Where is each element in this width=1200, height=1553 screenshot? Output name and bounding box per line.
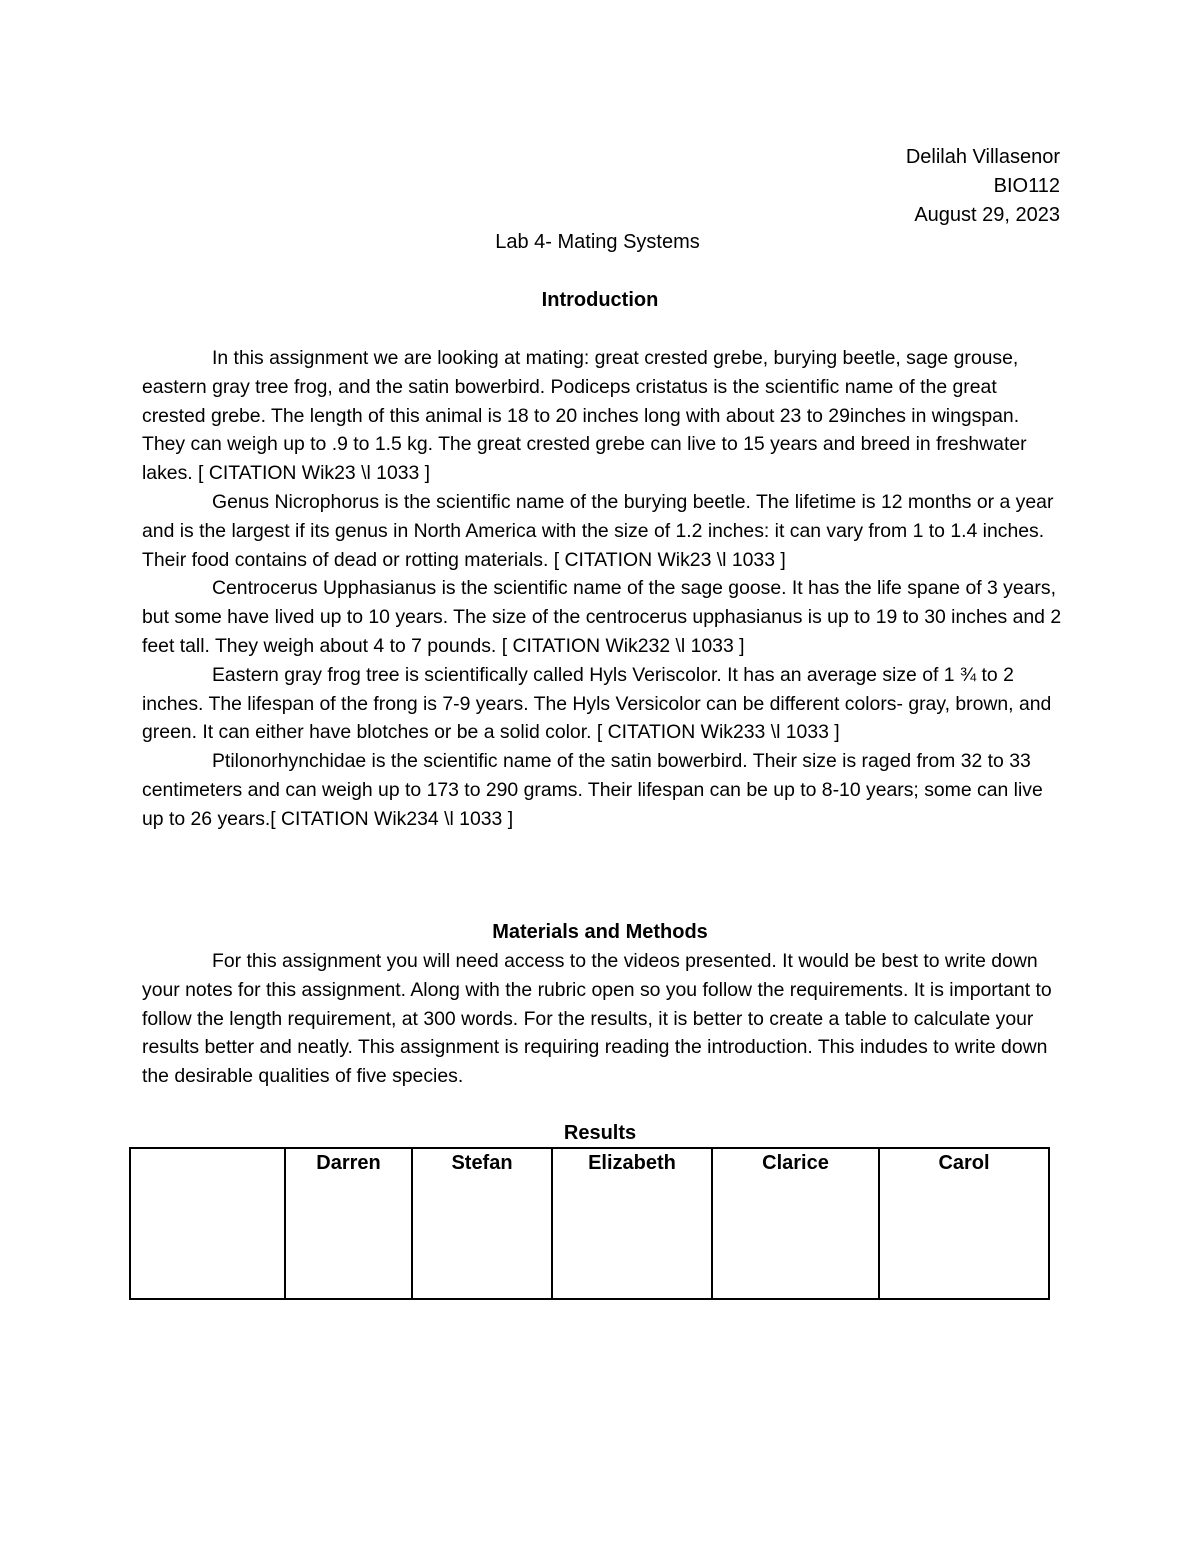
course-code: BIO112	[993, 175, 1060, 197]
table-header-darren: Darren	[285, 1148, 412, 1299]
results-heading: Results	[563, 1122, 637, 1144]
table-cell-blank	[130, 1148, 285, 1299]
methods-body	[142, 947, 1062, 1091]
document-header	[700, 143, 1060, 230]
intro-paragraph-grouse: Centrocerus Upphasianus is the scientific name of the sage goose. It has the life spane of 3 years, but some have lived up to 10 years. The size of the centrocerus upphasianus is up to 19 to 30 inches and 2 feet tall. They weigh about 4 to 7 pounds. [ CITATION Wik232 \l 1033 ]	[142, 577, 1062, 657]
table-row	[130, 1148, 1049, 1299]
table-header-elizabeth: Elizabeth	[552, 1148, 712, 1299]
table-header-stefan: Stefan	[412, 1148, 552, 1299]
intro-paragraph-beetle: Genus Nicrophorus is the scientific name of the burying beetle. The lifetime is 12 months or a year and is the largest if its genus in North America with the size of 1.2 inches: it can vary from 1 to 1.4 inches. Their food contains of dead or rotting materials. [ CITATION Wik23 \l 1033 ]	[142, 490, 1054, 571]
methods-heading: Materials and Methods	[492, 921, 708, 943]
document-title: Lab 4- Mating Systems	[495, 231, 700, 253]
intro-paragraph-frog: Eastern gray frog tree is scientifically called Hyls Veriscolor. It has an average size of 1 ¾ to 2 inches. The lifespan of the frong is 7-9 years. The Hyls Versicolor can be different colors- gray, brown, and green. It can either have blotches or be a solid color. [ CITATION Wik233 \l 1033 ]	[142, 663, 1052, 744]
document-date: August 29, 2023	[914, 204, 1060, 226]
introduction-body	[142, 344, 1062, 834]
intro-paragraph-bowerbird: Ptilonorhynchidae is the scientific name of the satin bowerbird. Their size is raged from 32 to 33 centimeters and can weigh up to 173 to 290 grams. Their lifespan can be up to 8-10 years; some can live up to 26 years.[ CITATION Wik234 \l 1033 ]	[142, 750, 1043, 830]
methods-paragraph: For this assignment you will need access to the videos presented. It would be best to write down your notes for this assignment. Along with the rubric open so you follow the requirements. It is important to follow the length requirement, at 300 words. For the results, it is better to create a table to calculate your results better and neatly. This assignment is requiring reading the introduction. This indudes to write down the desirable qualities of five species.	[142, 950, 1052, 1088]
table-header-carol: Carol	[879, 1148, 1049, 1299]
author-name: Delilah Villasenor	[905, 146, 1060, 168]
intro-paragraph-grebe: In this assignment we are looking at mating: great crested grebe, burying beetle, sage grouse, eastern gray tree frog, and the satin bowerbird. Podiceps cristatus is the scientific name of the great crested grebe. The length of this animal is 18 to 20 inches long with about 23 to 29inches in wingspan. They can weigh up to .9 to 1.5 kg. The great crested grebe can live to 15 years and breed in freshwater lakes. [ CITATION Wik23 \l 1033 ]	[142, 347, 1027, 485]
introduction-heading: Introduction	[541, 289, 659, 311]
results-table	[129, 1147, 1050, 1300]
table-header-clarice: Clarice	[712, 1148, 879, 1299]
